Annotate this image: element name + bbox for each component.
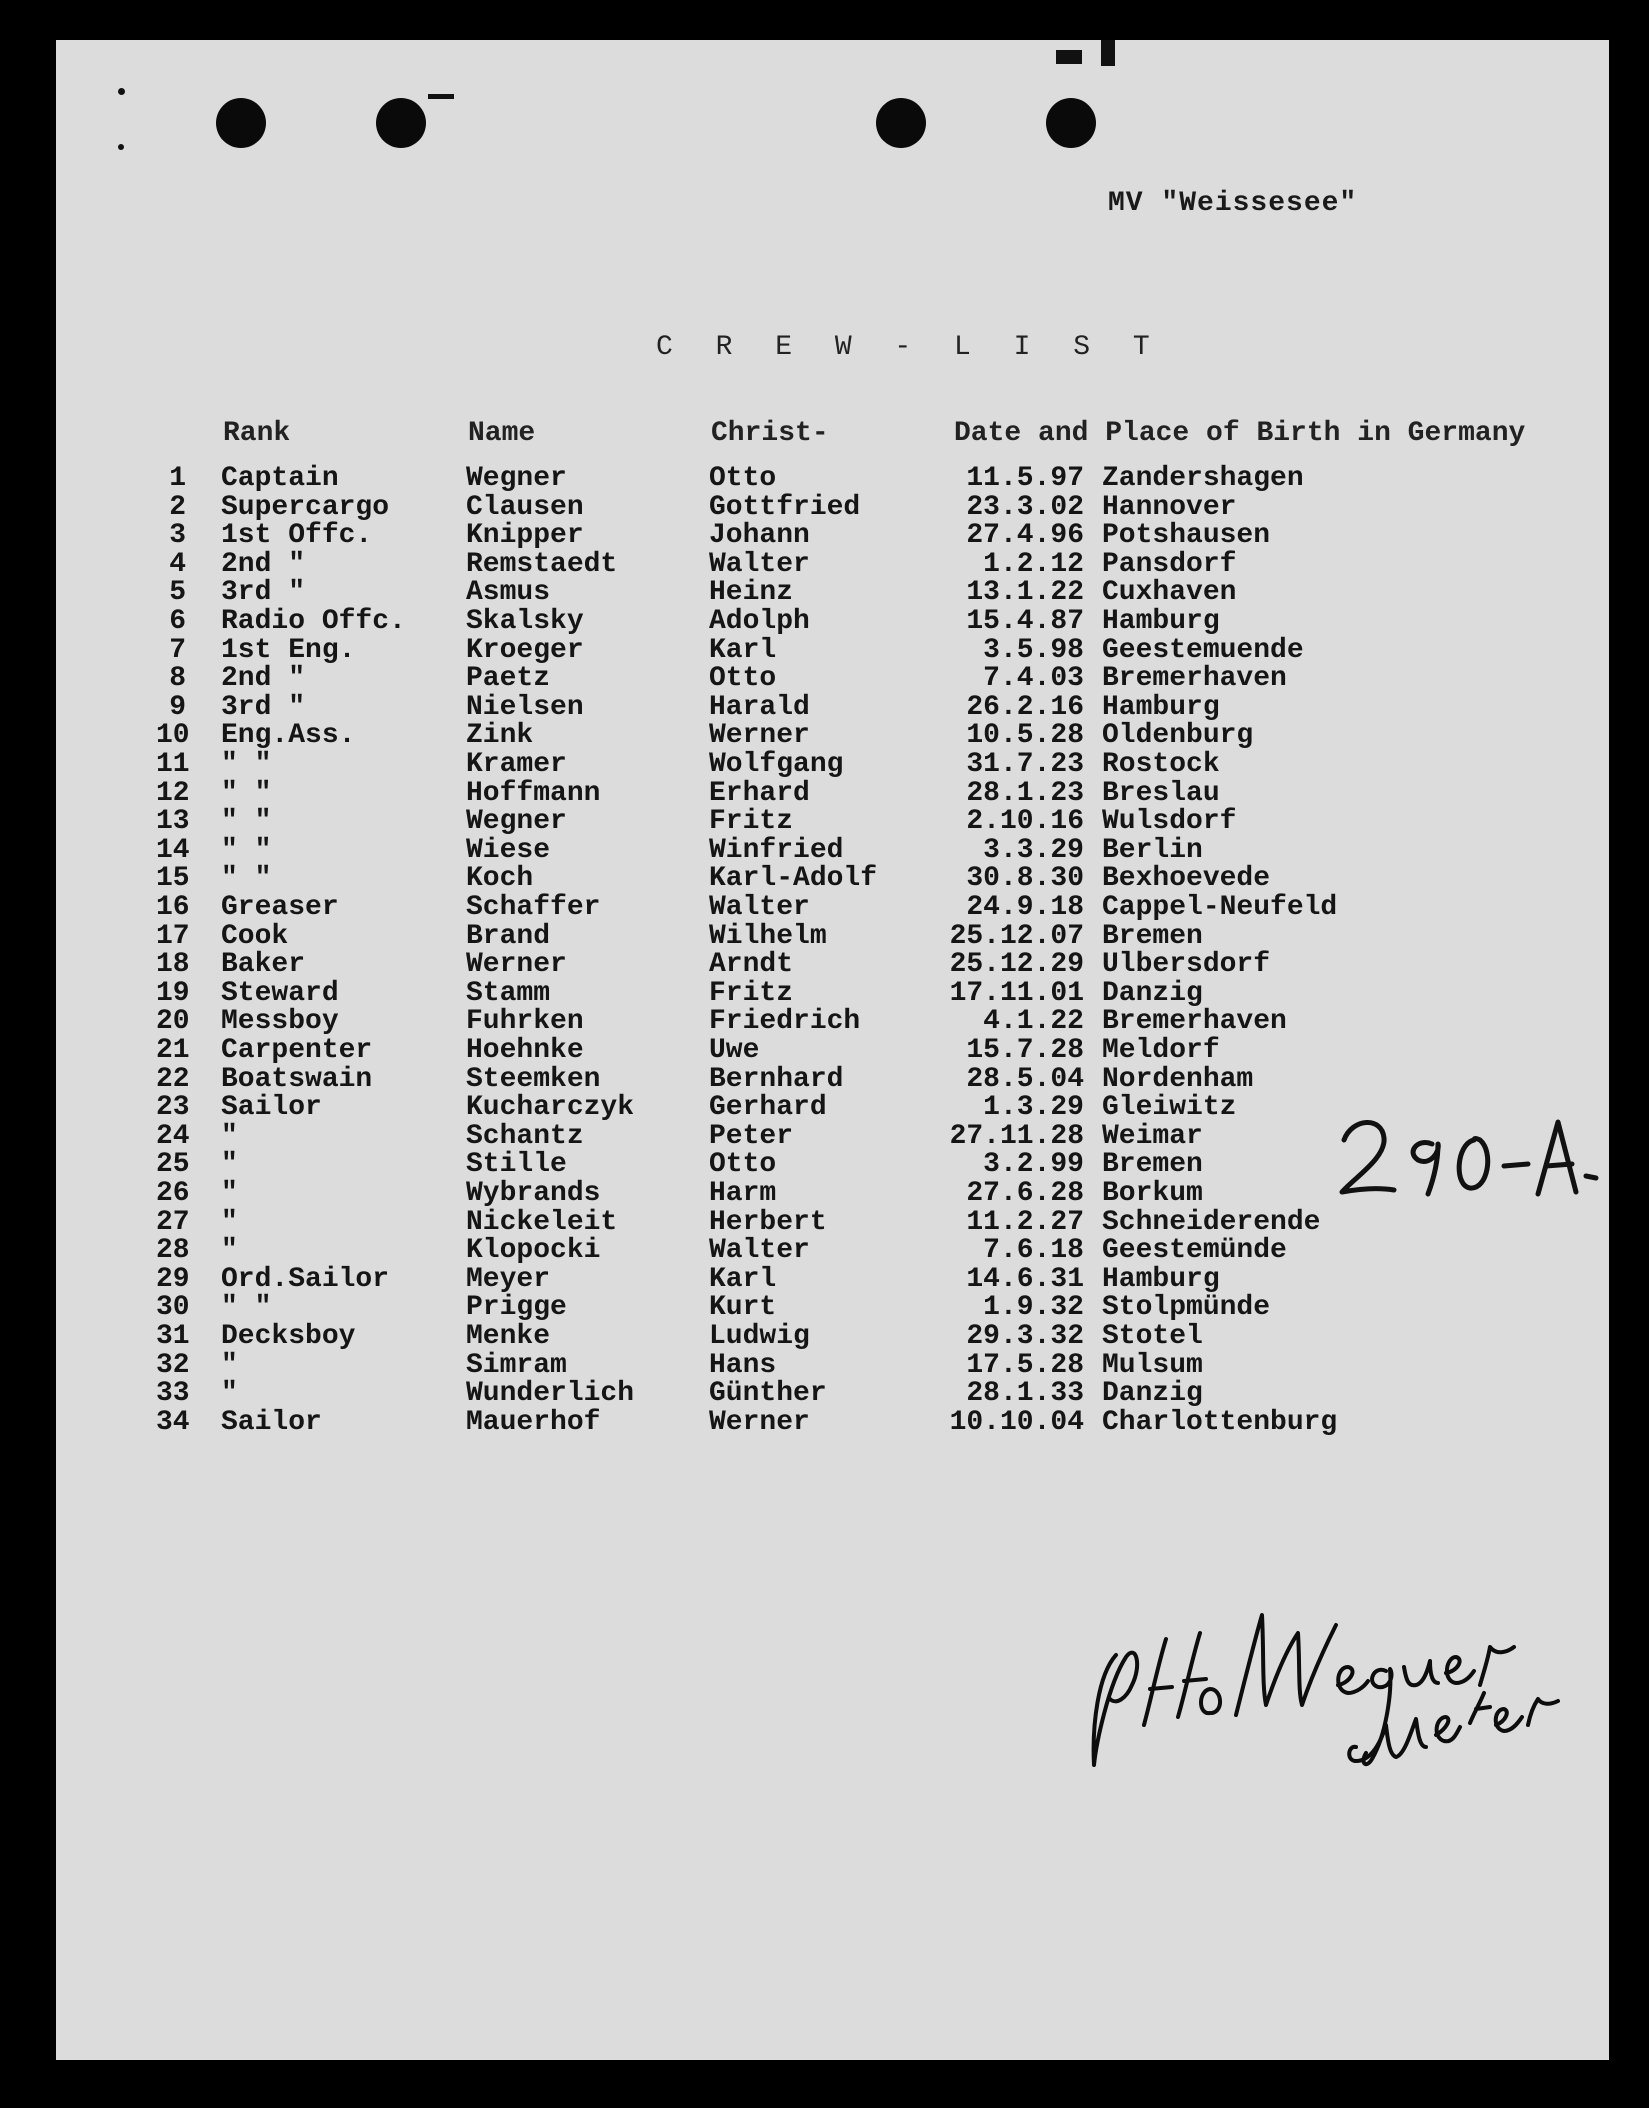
crew-christian-name: Winfried	[709, 834, 844, 866]
crew-birth-date: 10.10.04	[949, 1406, 1084, 1438]
crew-surname: Schaffer	[466, 892, 601, 923]
crew-christian-name: Werner	[709, 1406, 810, 1438]
master-signature	[1086, 1595, 1576, 1780]
crew-number: 27	[156, 1206, 190, 1238]
crew-rank: "	[221, 1178, 238, 1209]
crew-surname: Mauerhof	[466, 1406, 601, 1438]
punch-hole	[216, 98, 266, 148]
crew-row	[56, 1380, 1456, 1408]
crew-rank: Ord.Sailor	[221, 1263, 390, 1295]
crew-christian-name: Johann	[709, 520, 810, 552]
crew-surname: Steemken	[466, 1063, 601, 1095]
crew-row	[56, 1063, 1456, 1095]
crew-birth-date: 1.9.32	[983, 1292, 1084, 1324]
crew-birth-place: Weimar	[1102, 1120, 1203, 1152]
crew-birth-place: Bremerhaven	[1102, 663, 1287, 695]
crew-rank: "	[221, 1235, 238, 1267]
crew-birth-date: 28.1.33	[966, 1378, 1084, 1410]
crew-birth-place: Hamburg	[1102, 691, 1220, 723]
crew-birth-place: Cuxhaven	[1102, 577, 1237, 609]
crew-number: 13	[156, 806, 190, 838]
crew-surname: Nielsen	[466, 691, 584, 723]
crew-row	[56, 722, 1456, 750]
crew-rank: 3rd "	[221, 577, 306, 609]
crew-row	[56, 865, 1456, 893]
column-header-birth: Date and Place of Birth in Germany	[954, 418, 1526, 449]
crew-row	[56, 894, 1456, 922]
crew-row	[56, 1263, 1456, 1295]
crew-rank: 2nd "	[221, 548, 306, 580]
crew-number: 32	[156, 1349, 190, 1381]
crew-number: 3	[169, 520, 186, 552]
crew-number: 6	[169, 606, 186, 637]
crew-number: 4	[169, 548, 186, 580]
crew-birth-date: 1.3.29	[983, 1092, 1084, 1124]
crew-birth-date: 3.3.29	[983, 834, 1084, 866]
crew-number: 18	[156, 949, 190, 981]
crew-birth-place: Geestemuende	[1102, 634, 1304, 666]
crew-number: 33	[156, 1378, 190, 1410]
crew-row	[56, 608, 1456, 636]
crew-surname: Wegner	[466, 806, 567, 838]
crew-birth-date: 27.11.28	[949, 1120, 1084, 1152]
column-header-name: Name	[468, 418, 536, 449]
crew-number: 15	[156, 863, 190, 895]
crew-birth-place: Schneiderende	[1102, 1206, 1321, 1238]
crew-birth-place: Danzig	[1102, 1378, 1203, 1410]
crew-rank: 1st Offc.	[221, 520, 373, 552]
crew-christian-name: Günther	[709, 1378, 827, 1410]
ink-speck	[118, 144, 124, 150]
crew-rank: " "	[221, 834, 272, 866]
crew-birth-date: 15.7.28	[966, 1035, 1084, 1066]
crew-surname: Knipper	[466, 520, 584, 552]
crew-birth-place: Ulbersdorf	[1102, 949, 1271, 981]
crew-surname: Stille	[466, 1149, 567, 1181]
crew-birth-place: Bremen	[1102, 1149, 1203, 1181]
crew-birth-place: Breslau	[1102, 777, 1220, 809]
crew-surname: Hoffmann	[466, 777, 601, 809]
crew-rank: "	[221, 1206, 238, 1238]
crew-birth-date: 28.5.04	[966, 1063, 1084, 1095]
crew-row	[56, 1323, 1456, 1351]
crew-birth-date: 30.8.30	[966, 863, 1084, 895]
crew-birth-date: 17.5.28	[966, 1349, 1084, 1381]
crew-surname: Kroeger	[466, 634, 584, 666]
crew-number: 17	[156, 920, 190, 952]
crew-row	[56, 977, 1456, 1009]
crew-christian-name: Gerhard	[709, 1092, 827, 1124]
crew-surname: Skalsky	[466, 606, 584, 637]
crew-rank: " "	[221, 777, 272, 809]
crew-surname: Remstaedt	[466, 548, 618, 580]
crew-birth-date: 11.5.97	[966, 463, 1084, 494]
crew-christian-name: Wilhelm	[709, 920, 827, 952]
crew-rank: " "	[221, 806, 272, 838]
crew-surname: Meyer	[466, 1263, 551, 1295]
crew-row	[56, 465, 1456, 493]
crew-row	[56, 751, 1456, 779]
crew-row	[56, 834, 1456, 866]
crew-birth-date: 17.11.01	[949, 977, 1084, 1009]
crew-birth-place: Danzig	[1102, 977, 1203, 1009]
crew-surname: Stamm	[466, 977, 551, 1009]
crew-number: 22	[156, 1063, 190, 1095]
crew-birth-place: Rostock	[1102, 749, 1220, 780]
crew-number: 1	[169, 463, 186, 494]
crew-row	[56, 1206, 1456, 1238]
crew-christian-name: Peter	[709, 1120, 794, 1152]
crew-christian-name: Otto	[709, 663, 777, 695]
crew-birth-place: Wulsdorf	[1102, 806, 1237, 838]
crew-birth-date: 7.4.03	[983, 663, 1084, 695]
crew-row	[56, 1237, 1456, 1265]
crew-christian-name: Karl-Adolf	[709, 863, 878, 895]
crew-rank: Carpenter	[221, 1035, 373, 1066]
crew-number: 34	[156, 1406, 190, 1438]
crew-christian-name: Karl	[709, 634, 777, 666]
crew-row	[56, 1294, 1456, 1322]
crew-christian-name: Walter	[709, 1235, 810, 1267]
crew-birth-place: Berlin	[1102, 834, 1203, 866]
punch-hole	[876, 98, 926, 148]
crew-birth-place: Oldenburg	[1102, 720, 1254, 752]
handwritten-number-290-a	[1334, 1100, 1604, 1220]
crew-birth-place: Bremen	[1102, 920, 1203, 952]
crew-christian-name: Ludwig	[709, 1321, 810, 1352]
crew-birth-place: Cappel-Neufeld	[1102, 892, 1338, 923]
crew-row	[56, 665, 1456, 693]
crew-birth-date: 10.5.28	[966, 720, 1084, 752]
crew-birth-date: 2.10.16	[966, 806, 1084, 838]
crew-christian-name: Uwe	[709, 1035, 760, 1066]
crew-number: 28	[156, 1235, 190, 1267]
crew-birth-place: Hannover	[1102, 491, 1237, 523]
crew-surname: Fuhrken	[466, 1006, 584, 1038]
crew-number: 21	[156, 1035, 190, 1066]
ship-name: MV "Weissesee"	[1108, 188, 1358, 219]
crew-rank: Messboy	[221, 1006, 339, 1038]
crew-surname: Schantz	[466, 1120, 584, 1152]
crew-christian-name: Kurt	[709, 1292, 777, 1324]
crew-birth-date: 25.12.07	[949, 920, 1084, 952]
crew-row	[56, 634, 1456, 666]
crew-birth-place: Meldorf	[1102, 1035, 1220, 1066]
crew-row	[56, 1120, 1456, 1152]
crew-christian-name: Erhard	[709, 777, 810, 809]
crew-number: 30	[156, 1292, 190, 1324]
crew-number: 20	[156, 1006, 190, 1038]
crew-birth-place: Bremerhaven	[1102, 1006, 1287, 1038]
crew-surname: Wunderlich	[466, 1378, 635, 1410]
crew-rank: Eng.Ass.	[221, 720, 356, 752]
crew-rank: 1st Eng.	[221, 634, 356, 666]
crew-christian-name: Otto	[709, 1149, 777, 1181]
crew-rank: Cook	[221, 920, 289, 952]
crew-birth-place: Charlottenburg	[1102, 1406, 1338, 1438]
crew-row	[56, 1037, 1456, 1065]
crew-birth-place: Zandershagen	[1102, 463, 1304, 494]
crew-number: 11	[156, 749, 190, 780]
crew-rank: Sailor	[221, 1406, 322, 1438]
crew-christian-name: Herbert	[709, 1206, 827, 1238]
crew-birth-place: Mulsum	[1102, 1349, 1203, 1381]
crew-christian-name: Friedrich	[709, 1006, 861, 1038]
crew-birth-date: 24.9.18	[966, 892, 1084, 923]
crew-rank: 3rd "	[221, 691, 306, 723]
crew-row	[56, 951, 1456, 979]
crew-number: 25	[156, 1149, 190, 1181]
crew-birth-date: 14.6.31	[966, 1263, 1084, 1295]
crew-rank: " "	[221, 749, 272, 780]
ink-speck	[1101, 40, 1115, 66]
crew-row	[56, 1151, 1456, 1179]
crew-number: 5	[169, 577, 186, 609]
crew-christian-name: Walter	[709, 892, 810, 923]
crew-surname: Zink	[466, 720, 534, 752]
crew-birth-date: 11.2.27	[966, 1206, 1084, 1238]
crew-surname: Kramer	[466, 749, 567, 780]
crew-rank: "	[221, 1149, 238, 1181]
crew-christian-name: Heinz	[709, 577, 794, 609]
crew-birth-date: 29.3.32	[966, 1321, 1084, 1352]
crew-birth-place: Pansdorf	[1102, 548, 1237, 580]
crew-row	[56, 522, 1456, 550]
crew-rank: 2nd "	[221, 663, 306, 695]
crew-row	[56, 808, 1456, 836]
crew-birth-date: 3.5.98	[983, 634, 1084, 666]
crew-surname: Koch	[466, 863, 534, 895]
crew-rank: " "	[221, 863, 272, 895]
crew-rank: "	[221, 1378, 238, 1410]
crew-row	[56, 1094, 1456, 1122]
crew-christian-name: Bernhard	[709, 1063, 844, 1095]
crew-rank: "	[221, 1349, 238, 1381]
crew-number: 7	[169, 634, 186, 666]
crew-rank: Decksboy	[221, 1321, 356, 1352]
crew-row	[56, 491, 1456, 523]
crew-surname: Prigge	[466, 1292, 567, 1324]
crew-surname: Wegner	[466, 463, 567, 494]
crew-christian-name: Werner	[709, 720, 810, 752]
crew-christian-name: Adolph	[709, 606, 810, 637]
crew-number: 26	[156, 1178, 190, 1209]
crew-surname: Simram	[466, 1349, 567, 1381]
crew-birth-date: 3.2.99	[983, 1149, 1084, 1181]
crew-birth-date: 4.1.22	[983, 1006, 1084, 1038]
crew-birth-place: Nordenham	[1102, 1063, 1254, 1095]
crew-number: 2	[169, 491, 186, 523]
crew-surname: Kucharczyk	[466, 1092, 635, 1124]
crew-rank: Boatswain	[221, 1063, 373, 1095]
crew-row	[56, 1406, 1456, 1438]
punch-hole	[1046, 98, 1096, 148]
column-header-rank: Rank	[223, 418, 291, 449]
crew-birth-place: Hamburg	[1102, 606, 1220, 637]
ink-speck	[428, 94, 454, 99]
crew-rank: Sailor	[221, 1092, 322, 1124]
crew-row	[56, 579, 1456, 607]
crew-rank: Captain	[221, 463, 339, 494]
crew-surname: Clausen	[466, 491, 584, 523]
crew-birth-date: 31.7.23	[966, 749, 1084, 780]
crew-birth-date: 27.4.96	[966, 520, 1084, 552]
crew-christian-name: Fritz	[709, 806, 794, 838]
crew-rank: "	[221, 1120, 238, 1152]
crew-row	[56, 691, 1456, 723]
crew-surname: Menke	[466, 1321, 551, 1352]
crew-row	[56, 1349, 1456, 1381]
crew-birth-date: 13.1.22	[966, 577, 1084, 609]
crew-birth-date: 15.4.87	[966, 606, 1084, 637]
crew-birth-place: Stotel	[1102, 1321, 1203, 1352]
crew-row	[56, 548, 1456, 580]
crew-birth-date: 1.2.12	[983, 548, 1084, 580]
crew-birth-date: 7.6.18	[983, 1235, 1084, 1267]
crew-christian-name: Harald	[709, 691, 810, 723]
ink-speck	[118, 88, 125, 95]
crew-christian-name: Fritz	[709, 977, 794, 1009]
crew-rank: Radio Offc.	[221, 606, 406, 637]
crew-number: 9	[169, 691, 186, 723]
crew-christian-name: Harm	[709, 1178, 777, 1209]
crew-row	[56, 777, 1456, 809]
crew-surname: Werner	[466, 949, 567, 981]
crew-number: 31	[156, 1321, 190, 1352]
crew-number: 8	[169, 663, 186, 695]
punch-hole	[376, 98, 426, 148]
crew-row	[56, 920, 1456, 952]
crew-christian-name: Arndt	[709, 949, 794, 981]
crew-christian-name: Walter	[709, 548, 810, 580]
ink-speck	[1056, 50, 1082, 64]
crew-number: 12	[156, 777, 190, 809]
column-header-christian-name: Christ-	[711, 418, 829, 449]
crew-rank: Steward	[221, 977, 339, 1009]
crew-birth-date: 27.6.28	[966, 1178, 1084, 1209]
crew-rank: Supercargo	[221, 491, 390, 523]
crew-number: 23	[156, 1092, 190, 1124]
crew-number: 24	[156, 1120, 190, 1152]
document-title: C R E W - L I S T	[656, 332, 1163, 363]
crew-birth-place: Borkum	[1102, 1178, 1203, 1209]
crew-surname: Asmus	[466, 577, 551, 609]
crew-birth-date: 26.2.16	[966, 691, 1084, 723]
crew-surname: Klopocki	[466, 1235, 601, 1267]
crew-number: 29	[156, 1263, 190, 1295]
crew-birth-place: Stolpmünde	[1102, 1292, 1271, 1324]
crew-christian-name: Otto	[709, 463, 777, 494]
crew-birth-date: 23.3.02	[966, 491, 1084, 523]
document-page	[56, 40, 1609, 2060]
crew-surname: Paetz	[466, 663, 551, 695]
crew-row	[56, 1008, 1456, 1036]
crew-christian-name: Gottfried	[709, 491, 861, 523]
crew-birth-place: Hamburg	[1102, 1263, 1220, 1295]
crew-row	[56, 1180, 1456, 1208]
crew-birth-date: 28.1.23	[966, 777, 1084, 809]
crew-christian-name: Karl	[709, 1263, 777, 1295]
crew-surname: Wybrands	[466, 1178, 601, 1209]
crew-birth-place: Bexhoevede	[1102, 863, 1271, 895]
crew-rank: Greaser	[221, 892, 339, 923]
crew-birth-date: 25.12.29	[949, 949, 1084, 981]
crew-surname: Hoehnke	[466, 1035, 584, 1066]
crew-surname: Wiese	[466, 834, 551, 866]
crew-rank: Baker	[221, 949, 306, 981]
crew-rank: " "	[221, 1292, 272, 1324]
crew-number: 14	[156, 834, 190, 866]
crew-number: 16	[156, 892, 190, 923]
crew-surname: Nickeleit	[466, 1206, 618, 1238]
crew-number: 19	[156, 977, 190, 1009]
crew-birth-place: Gleiwitz	[1102, 1092, 1237, 1124]
crew-number: 10	[156, 720, 190, 752]
crew-christian-name: Hans	[709, 1349, 777, 1381]
crew-birth-place: Potshausen	[1102, 520, 1271, 552]
crew-birth-place: Geestemünde	[1102, 1235, 1287, 1267]
crew-surname: Brand	[466, 920, 551, 952]
crew-christian-name: Wolfgang	[709, 749, 844, 780]
